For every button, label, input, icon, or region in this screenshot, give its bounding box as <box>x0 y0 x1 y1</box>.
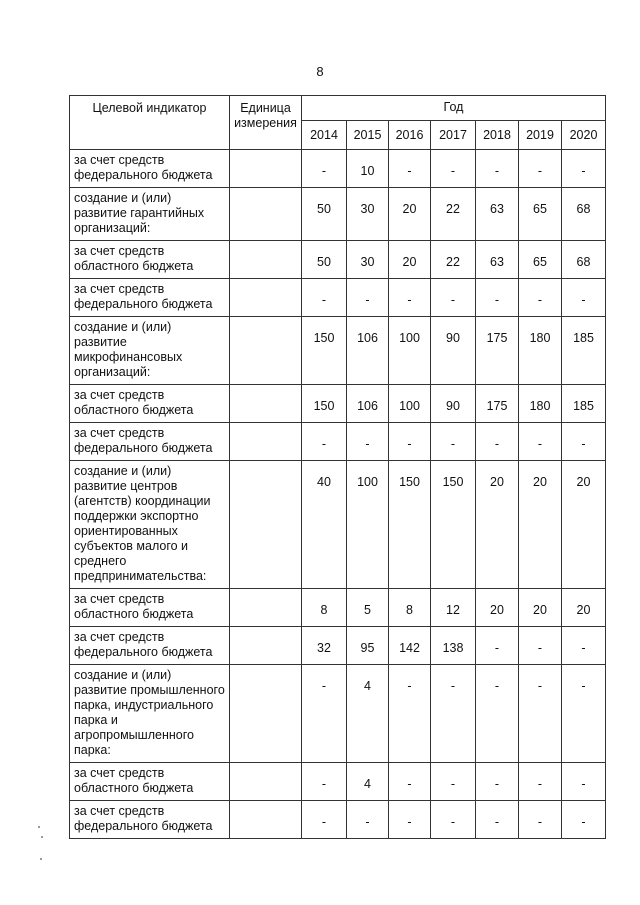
year-value-cell: - <box>389 150 431 188</box>
year-value-cell: 65 <box>519 241 562 279</box>
year-value-cell: - <box>519 279 562 317</box>
unit-cell <box>230 665 302 763</box>
unit-cell <box>230 317 302 385</box>
header-year: 2016 <box>389 121 431 150</box>
indicator-label: за счет средств федерального бюджета <box>70 627 230 665</box>
year-value-cell: 138 <box>431 627 476 665</box>
year-value-cell: - <box>302 150 347 188</box>
year-value-cell: 180 <box>519 317 562 385</box>
table-row <box>70 385 606 423</box>
year-value-cell: - <box>389 763 431 801</box>
year-value-cell: - <box>562 627 606 665</box>
year-value-cell: - <box>431 423 476 461</box>
year-value-cell: - <box>476 665 519 763</box>
year-value-cell: 40 <box>302 461 347 589</box>
year-value-cell: - <box>389 279 431 317</box>
year-value-cell: - <box>519 763 562 801</box>
unit-cell <box>230 627 302 665</box>
indicator-label: создание и (или) развитие промышленного парка, индустриального парка и агропромышленного парка: <box>70 665 230 763</box>
year-value-cell: - <box>476 801 519 839</box>
year-value-cell: - <box>431 665 476 763</box>
indicator-label: за счет средств федерального бюджета <box>70 279 230 317</box>
year-value-cell: 100 <box>389 317 431 385</box>
year-value-cell: 30 <box>347 188 389 241</box>
year-value-cell: - <box>476 763 519 801</box>
year-value-cell: 20 <box>562 461 606 589</box>
year-value-cell: 175 <box>476 385 519 423</box>
indicator-label: за счет средств федерального бюджета <box>70 801 230 839</box>
year-value-cell: - <box>347 423 389 461</box>
unit-cell <box>230 241 302 279</box>
year-value-cell: 20 <box>476 589 519 627</box>
year-value-cell: 20 <box>389 241 431 279</box>
header-year: 2017 <box>431 121 476 150</box>
unit-cell <box>230 763 302 801</box>
year-value-cell: 20 <box>389 188 431 241</box>
indicator-label: создание и (или) развитие гарантийных организаций: <box>70 188 230 241</box>
year-value-cell: - <box>476 423 519 461</box>
year-value-cell: 68 <box>562 188 606 241</box>
year-value-cell: 90 <box>431 385 476 423</box>
year-value-cell: - <box>562 279 606 317</box>
year-value-cell: - <box>562 150 606 188</box>
scan-artifact <box>40 858 42 860</box>
header-year: 2018 <box>476 121 519 150</box>
year-value-cell: 63 <box>476 241 519 279</box>
year-value-cell: 50 <box>302 241 347 279</box>
year-value-cell: 22 <box>431 188 476 241</box>
year-value-cell: 4 <box>347 763 389 801</box>
indicator-label: создание и (или) развитие микрофинансовых организаций: <box>70 317 230 385</box>
year-value-cell: 5 <box>347 589 389 627</box>
table-row <box>70 801 606 839</box>
table-row <box>70 627 606 665</box>
header-year-group: Год <box>302 96 606 121</box>
year-value-cell: - <box>389 801 431 839</box>
indicator-label: за счет средств федерального бюджета <box>70 150 230 188</box>
year-value-cell: - <box>431 801 476 839</box>
year-value-cell: 100 <box>347 461 389 589</box>
year-value-cell: - <box>302 665 347 763</box>
header-unit: Единица измерения <box>230 96 302 150</box>
year-value-cell: 106 <box>347 385 389 423</box>
year-value-cell: - <box>347 279 389 317</box>
year-value-cell: 150 <box>431 461 476 589</box>
year-value-cell: - <box>347 801 389 839</box>
year-value-cell: - <box>476 150 519 188</box>
year-value-cell: 65 <box>519 188 562 241</box>
year-value-cell: 106 <box>347 317 389 385</box>
indicator-label: за счет средств областного бюджета <box>70 241 230 279</box>
year-value-cell: 63 <box>476 188 519 241</box>
year-value-cell: 185 <box>562 317 606 385</box>
year-value-cell: - <box>519 423 562 461</box>
table-row <box>70 423 606 461</box>
header-year: 2019 <box>519 121 562 150</box>
year-value-cell: 100 <box>389 385 431 423</box>
year-value-cell: 68 <box>562 241 606 279</box>
table-body <box>70 150 606 839</box>
unit-cell <box>230 423 302 461</box>
table-row <box>70 241 606 279</box>
year-value-cell: - <box>519 665 562 763</box>
table-row <box>70 665 606 763</box>
year-value-cell: - <box>389 423 431 461</box>
indicator-label: создание и (или) развитие центров (агентств) координации поддержки экспортно ориентированных субъектов малого и среднего предпринимательства: <box>70 461 230 589</box>
unit-cell <box>230 385 302 423</box>
year-value-cell: - <box>519 801 562 839</box>
year-value-cell: - <box>302 763 347 801</box>
year-value-cell: - <box>519 627 562 665</box>
unit-cell <box>230 150 302 188</box>
indicator-label: за счет средств областного бюджета <box>70 763 230 801</box>
year-value-cell: 142 <box>389 627 431 665</box>
header-year: 2015 <box>347 121 389 150</box>
table-row <box>70 461 606 589</box>
year-value-cell: - <box>431 150 476 188</box>
year-value-cell: 150 <box>389 461 431 589</box>
year-value-cell: 20 <box>476 461 519 589</box>
year-value-cell: 95 <box>347 627 389 665</box>
table-row <box>70 150 606 188</box>
table-row <box>70 317 606 385</box>
year-value-cell: - <box>302 423 347 461</box>
year-value-cell: - <box>431 763 476 801</box>
indicator-label: за счет средств областного бюджета <box>70 589 230 627</box>
year-value-cell: 175 <box>476 317 519 385</box>
year-value-cell: 150 <box>302 385 347 423</box>
unit-cell <box>230 188 302 241</box>
indicators-table <box>69 95 606 839</box>
year-value-cell: 22 <box>431 241 476 279</box>
year-value-cell: - <box>519 150 562 188</box>
year-value-cell: 185 <box>562 385 606 423</box>
unit-cell <box>230 279 302 317</box>
year-value-cell: - <box>476 627 519 665</box>
unit-cell <box>230 801 302 839</box>
indicator-label: за счет средств областного бюджета <box>70 385 230 423</box>
table-header <box>70 96 606 150</box>
indicator-label: за счет средств федерального бюджета <box>70 423 230 461</box>
scan-artifact <box>41 836 43 838</box>
header-year: 2014 <box>302 121 347 150</box>
year-value-cell: - <box>302 801 347 839</box>
year-value-cell: 12 <box>431 589 476 627</box>
unit-cell <box>230 589 302 627</box>
year-value-cell: - <box>562 801 606 839</box>
year-value-cell: 20 <box>562 589 606 627</box>
header-indicator: Целевой индикатор <box>70 96 230 150</box>
year-value-cell: - <box>562 763 606 801</box>
year-value-cell: 90 <box>431 317 476 385</box>
table-row <box>70 763 606 801</box>
year-value-cell: - <box>431 279 476 317</box>
page-number: 8 <box>316 64 324 79</box>
year-value-cell: - <box>389 665 431 763</box>
year-value-cell: - <box>562 423 606 461</box>
year-value-cell: 20 <box>519 461 562 589</box>
year-value-cell: 20 <box>519 589 562 627</box>
table-row <box>70 279 606 317</box>
year-value-cell: 50 <box>302 188 347 241</box>
year-value-cell: 30 <box>347 241 389 279</box>
year-value-cell: - <box>476 279 519 317</box>
scan-artifact <box>38 826 40 828</box>
year-value-cell: 8 <box>389 589 431 627</box>
year-value-cell: 32 <box>302 627 347 665</box>
year-value-cell: - <box>302 279 347 317</box>
year-value-cell: - <box>562 665 606 763</box>
year-value-cell: 4 <box>347 665 389 763</box>
year-value-cell: 8 <box>302 589 347 627</box>
table-row <box>70 188 606 241</box>
header-year: 2020 <box>562 121 606 150</box>
year-value-cell: 180 <box>519 385 562 423</box>
year-value-cell: 10 <box>347 150 389 188</box>
year-value-cell: 150 <box>302 317 347 385</box>
unit-cell <box>230 461 302 589</box>
table-row <box>70 589 606 627</box>
